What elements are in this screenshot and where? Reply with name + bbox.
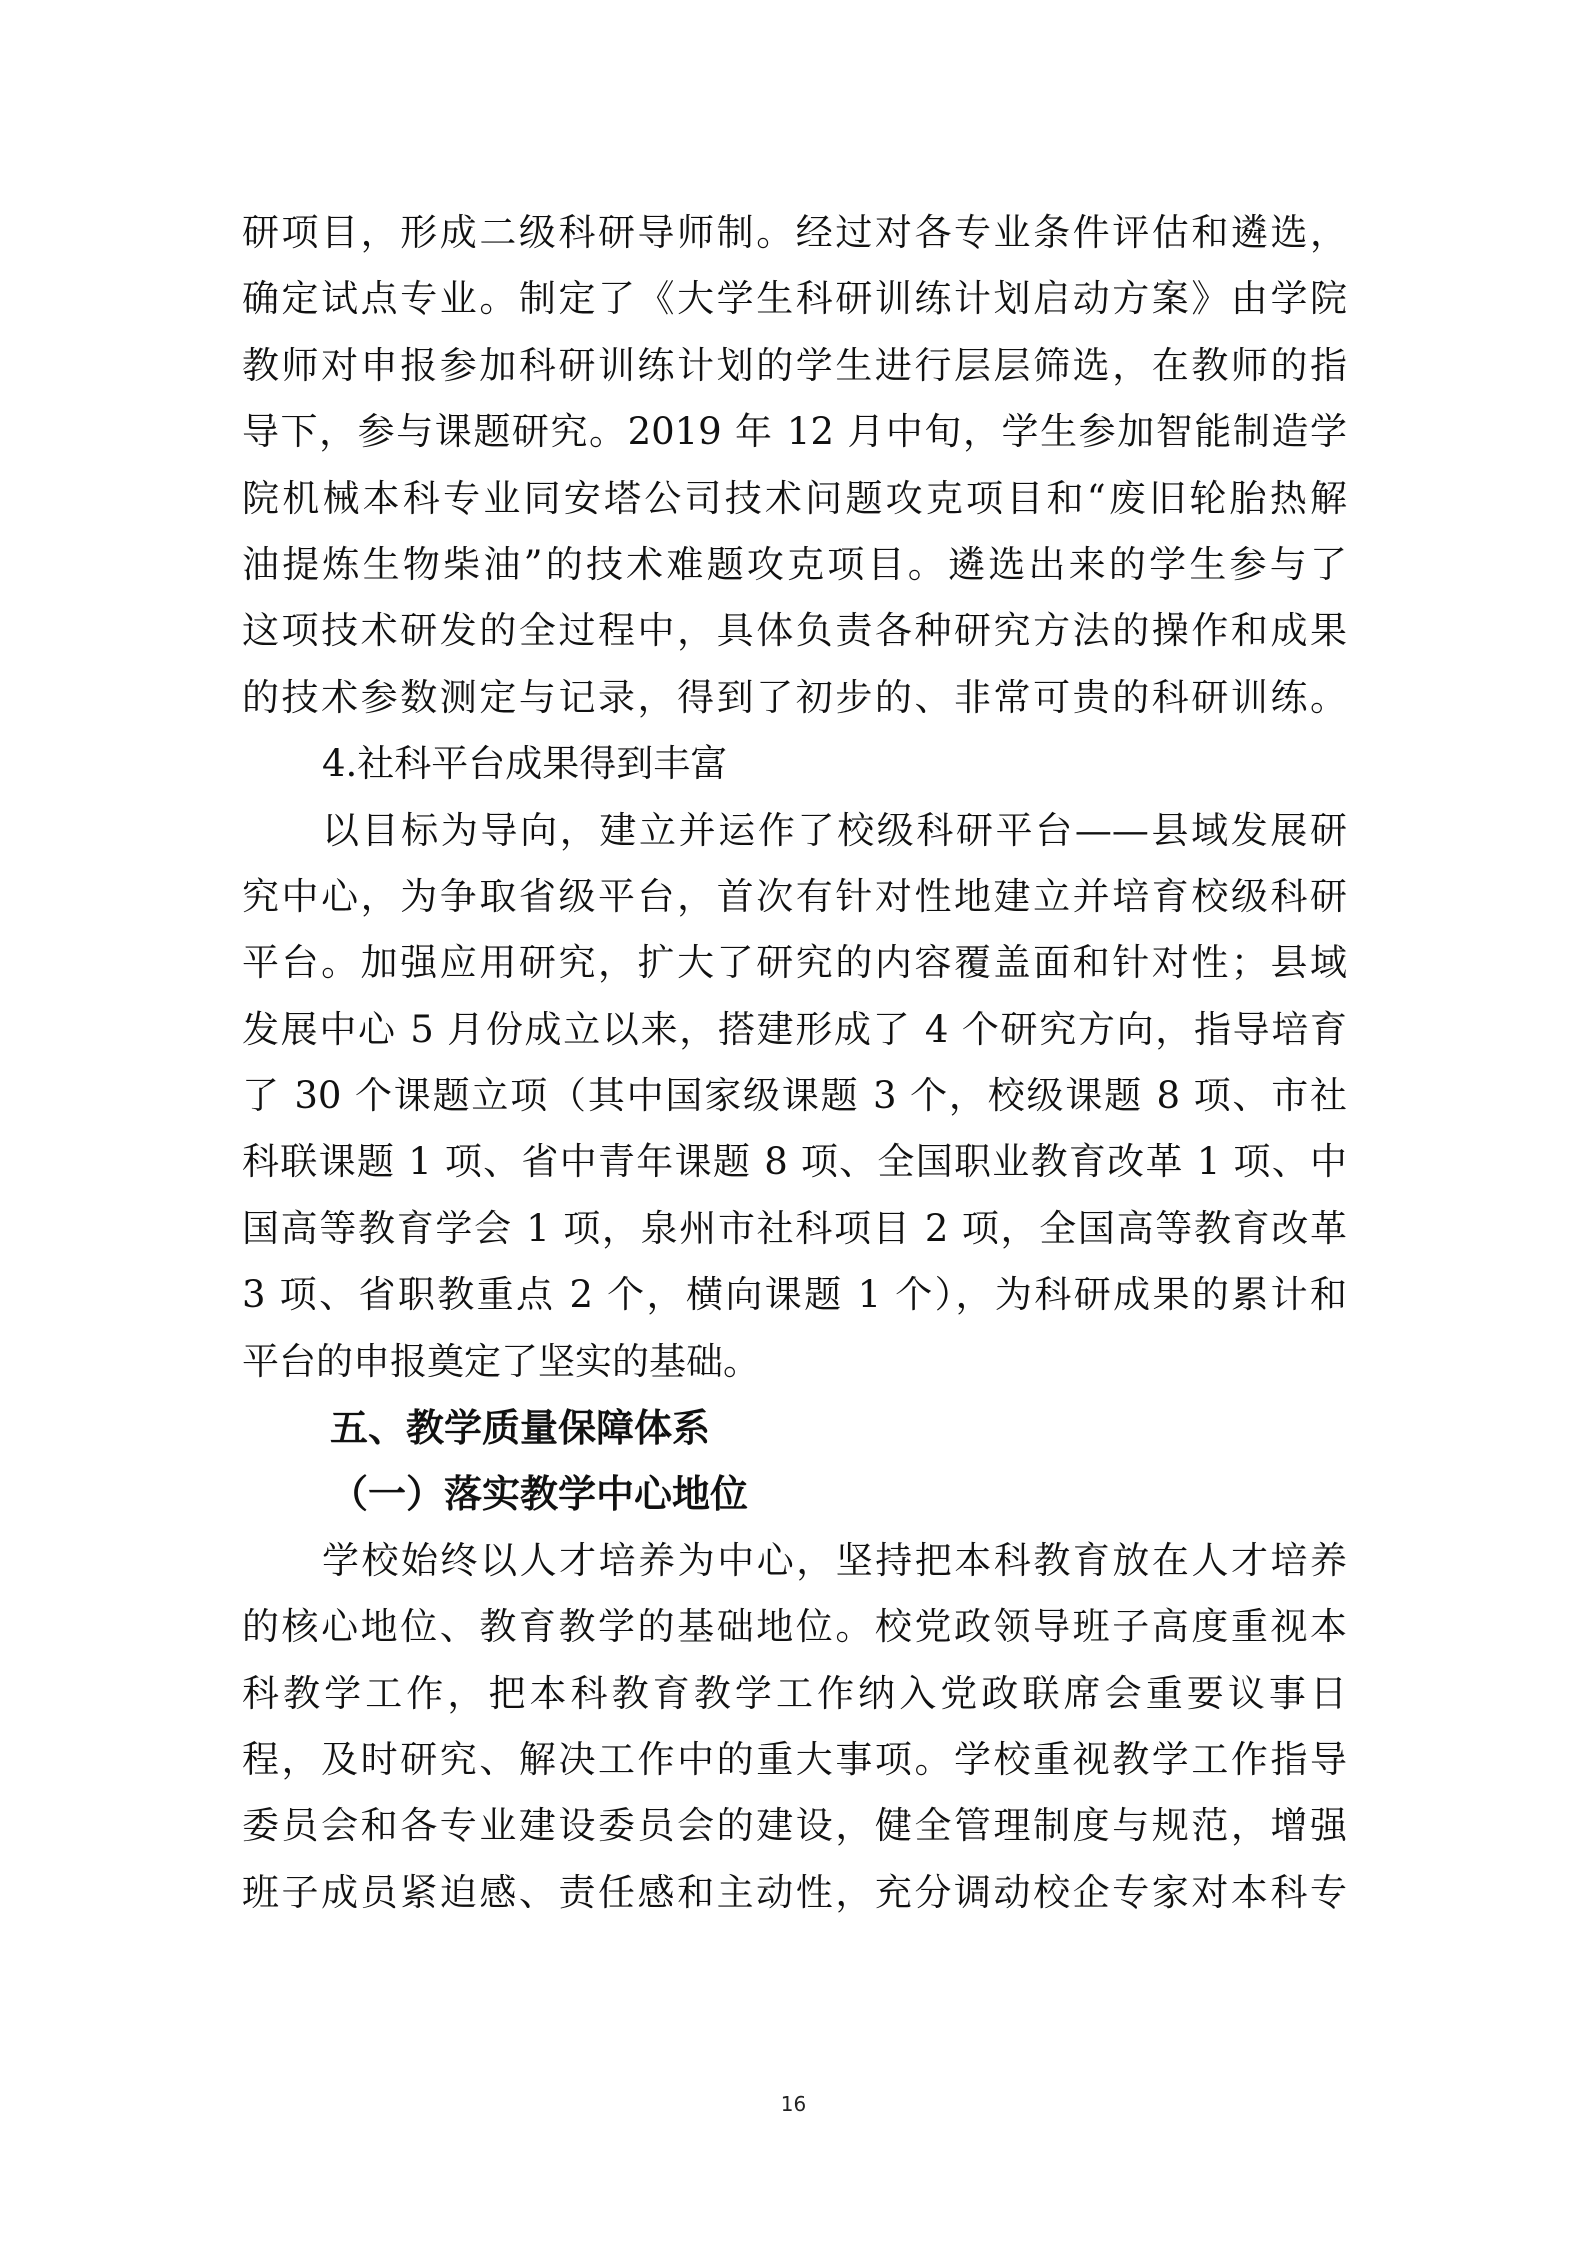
text-line: 发展中心 5 月份成立以来，搭建形成了 4 个研究方向，指导培育 (242, 1007, 1347, 1051)
paragraph-teaching-center (242, 1528, 1347, 1926)
text-line: 油提炼生物柴油”的技术难题攻克项目。遴选出来的学生参与了 (242, 542, 1347, 586)
paragraph-social-science-platform (242, 798, 1347, 1396)
text-line: 程，及时研究、解决工作中的重大事项。学校重视教学工作指导 (242, 1737, 1347, 1781)
page-number: 16 (780, 2092, 807, 2116)
text-line: 国高等教育学会 1 项，泉州市社科项目 2 项，全国高等教育改革 (242, 1206, 1347, 1250)
text-line: 研项目，形成二级科研导师制。经过对各专业条件评估和遴选， (242, 211, 1347, 254)
text-line: 导下，参与课题研究。2019 年 12 月中旬，学生参加智能制造学 (242, 410, 1347, 454)
subsection-heading: （一）落实教学中心地位 (330, 1472, 749, 1517)
paragraph-research-training (242, 200, 1347, 731)
subsection-title: 4.社科平台成果得到丰富 (322, 742, 728, 786)
section-heading: 五、教学质量保障体系 (330, 1406, 711, 1451)
page-body (242, 200, 1347, 1926)
text-line: 院机械本科专业同安塔公司技术问题攻克项目和“废旧轮胎热解 (242, 476, 1347, 520)
text-line: 3 项、省职教重点 2 个，横向课题 1 个），为科研成果的累计和 (242, 1273, 1347, 1317)
text-line: 班子成员紧迫感、责任感和主动性，充分调动校企专家对本科专 (242, 1870, 1347, 1914)
text-line: 科联课题 1 项、省中青年课题 8 项、全国职业教育改革 1 项、中 (242, 1140, 1347, 1184)
text-line: 确定试点专业。制定了《大学生科研训练计划启动方案》由学院 (242, 277, 1347, 321)
text-line: 这项技术研发的全过程中，具体负责各种研究方法的操作和成果 (242, 609, 1347, 653)
text-line: 的核心地位、教育教学的基础地位。校党政领导班子高度重视本 (242, 1605, 1347, 1649)
text-line: 教师对申报参加科研训练计划的学生进行层层筛选，在教师的指 (242, 343, 1347, 387)
text-line: 学校始终以人才培养为中心，坚持把本科教育放在人才培养 (322, 1538, 1347, 1582)
text-line: 了 30 个课题立项（其中国家级课题 3 个，校级课题 8 项、市社 (242, 1074, 1347, 1118)
text-line: 委员会和各专业建设委员会的建设，健全管理制度与规范，增强 (242, 1804, 1347, 1848)
text-line: 以目标为导向，建立并运作了校级科研平台——县域发展研 (322, 808, 1347, 852)
text-line: 的技术参数测定与记录，得到了初步的、非常可贵的科研训练。 (242, 675, 1347, 719)
text-line: 究中心，为争取省级平台，首次有针对性地建立并培育校级科研 (242, 874, 1347, 918)
text-line: 平台。加强应用研究，扩大了研究的内容覆盖面和针对性；县域 (242, 941, 1347, 985)
text-line: 平台的申报奠定了坚实的基础。 (242, 1339, 760, 1383)
text-line: 科教学工作，把本科教育教学工作纳入党政联席会重要议事日 (242, 1671, 1347, 1715)
